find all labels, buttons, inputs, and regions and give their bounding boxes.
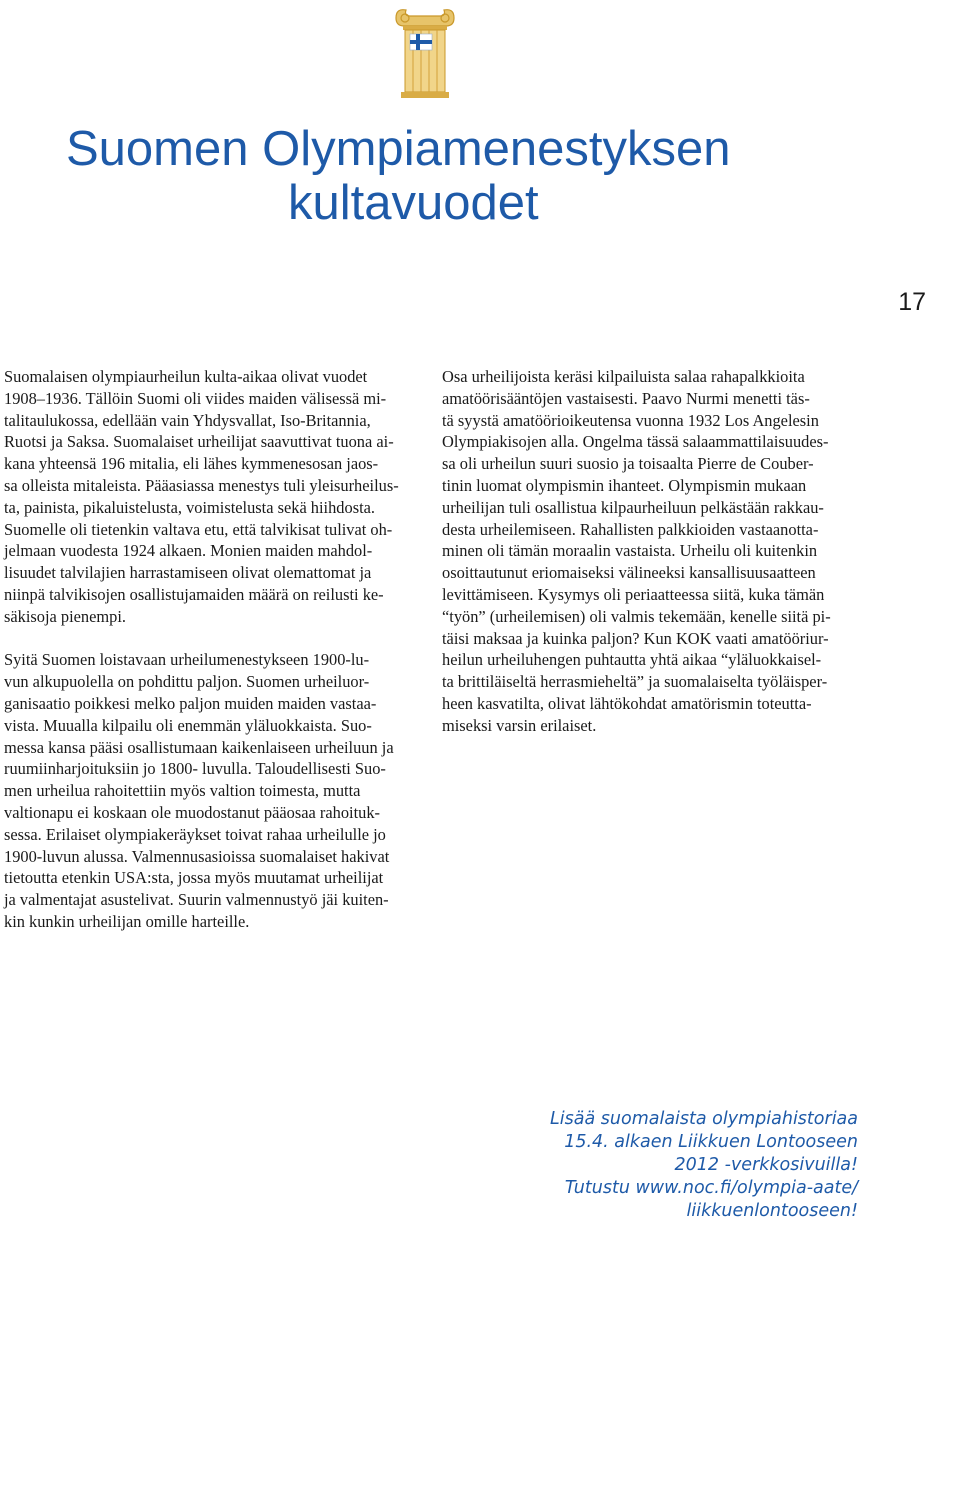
text-line: vista. Muualla kilpailu oli enemmän yläluokkaista. Suo- bbox=[4, 715, 372, 735]
text-line: desta urheilemiseen. Rahallisten palkkioiden vastaanotta- bbox=[442, 519, 819, 539]
page-title bbox=[66, 122, 826, 230]
text-line: kana yhteensä 196 mitalia, eli lähes kymmenesosan jaos- bbox=[4, 454, 379, 474]
text-line: “työn” (urheilemisen) oli valmis tekemään, kenelle siitä pi- bbox=[442, 606, 831, 626]
text-line: sessa. Erilaiset olympiakeräykset toivat rahaa urheilulle jo bbox=[4, 824, 386, 844]
text-line: vun alkupuolella on pohdittu paljon. Suomen urheiluor- bbox=[4, 672, 370, 692]
text-line: messa kansa pääsi osallistumaan kaikenlaiseen urheiluun ja bbox=[4, 737, 394, 757]
text-line: sa oli urheilun suuri suosio ja toisaalta Pierre de Couber- bbox=[442, 454, 814, 474]
paragraph bbox=[4, 649, 416, 932]
title-line-2: kultavuodet bbox=[288, 176, 539, 230]
text-line: Olympiakisojen alla. Ongelma tässä salaammattilaisuudes- bbox=[442, 432, 829, 452]
note-line: 15.4. alkaen Liikkuen Lontooseen bbox=[564, 1132, 858, 1152]
text-line: minen oli tämän moraalin vastaista. Urheilu oli kuitenkin bbox=[442, 541, 818, 561]
text-line: säkisoja pienempi. bbox=[4, 606, 126, 626]
text-line: täisi maksaa ja kuinka paljon? Kun KOK vaati amatööriur- bbox=[442, 628, 829, 648]
text-line: men urheilua rahoitettiin myös valtion toimesta, mutta bbox=[4, 781, 361, 801]
text-line: Osa urheilijoista keräsi kilpailuista salaa rahapalkkioita bbox=[442, 367, 805, 386]
title-line-1: Suomen Olympiamenestyksen bbox=[66, 122, 731, 176]
note-line: Lisää suomalaista olympiahistoriaa bbox=[550, 1109, 858, 1129]
text-line: ta brittiläiseltä herrasmieheltä” ja suomalaiselta työläisper- bbox=[442, 672, 828, 692]
text-line: ruumiinharjoituksiin jo 1800- luvulla. Taloudellisesti Suo- bbox=[4, 759, 386, 779]
paragraph bbox=[4, 366, 416, 628]
text-line: tietoutta etenkin USA:sta, jossa myös muutamat urheilijat bbox=[4, 868, 384, 888]
note-line: Tutustu www.noc.fi/olympia-aate/ bbox=[564, 1178, 858, 1198]
note-line: 2012 -verkkosivuilla! bbox=[674, 1155, 858, 1175]
text-line: tinin luomat olympismin ihanteet. Olympismin mukaan bbox=[442, 475, 807, 495]
right-column bbox=[442, 366, 862, 758]
text-line: Suomalaisen olympiaurheilun kulta-aikaa olivat vuodet bbox=[4, 367, 368, 386]
olympic-academy-logo bbox=[394, 4, 456, 100]
text-line: amatöörisääntöjen vastaisesti. Paavo Nurmi menetti täs- bbox=[442, 388, 810, 408]
text-line: kin kunkin urheilijan omille harteille. bbox=[4, 911, 250, 931]
text-line: sa olleista mitaleista. Pääasiassa menestys tuli yleisurheilus- bbox=[4, 475, 399, 495]
text-line: ta, painista, pikaluistelusta, voimistelusta sekä hiihdosta. bbox=[4, 497, 376, 517]
text-line: Suomelle oli tietenkin valtava etu, että talvikisat tulivat oh- bbox=[4, 519, 393, 539]
text-line: niinpä talvikisojen osallistujamaiden määrä on reilusti ke- bbox=[4, 584, 384, 604]
text-line: 1900-luvun alussa. Valmennusasioissa suomalaiset hakivat bbox=[4, 846, 390, 866]
text-line: ja valmentajat asustelivat. Suurin valmennustyö jäi kuiten- bbox=[4, 890, 389, 910]
text-line: talitaulukossa, edellään vain Yhdysvallat, Iso-Britannia, bbox=[4, 410, 371, 430]
left-column bbox=[4, 366, 416, 955]
page-number: 17 bbox=[898, 288, 926, 316]
promo-note bbox=[550, 1108, 858, 1223]
text-line: heen kasvatilta, olivat lähtökohdat amatörismin toteutta- bbox=[442, 693, 812, 713]
text-line: valtionapu ei koskaan ole muodostanut pääosaa rahoituk- bbox=[4, 802, 380, 822]
paragraph bbox=[442, 366, 862, 737]
text-line: 1908–1936. Tällöin Suomi oli viides maiden välisessä mi- bbox=[4, 388, 387, 408]
text-line: jelmaan vuodesta 1924 alkaen. Monien maiden mahdol- bbox=[4, 541, 373, 561]
text-line: ganisaatio poikkesi melko paljon muiden maiden vastaa- bbox=[4, 693, 377, 713]
text-line: levittämiseen. Kysymys oli periaatteessa siitä, kuka tämän bbox=[442, 584, 825, 604]
text-line: miseksi varsin erilaiset. bbox=[442, 715, 597, 735]
text-line: lisuudet talvilajien harrastamiseen olivat olemattomat ja bbox=[4, 563, 372, 583]
text-line: heilun urheiluhengen puhtautta yhtä aikaa “yläluokkaisel- bbox=[442, 650, 822, 670]
text-line: Syitä Suomen loistavaan urheilumenestykseen 1900-lu- bbox=[4, 650, 370, 670]
text-line: osoittautunut eriomaiseksi välineeksi kansallisuusaatteen bbox=[442, 563, 816, 583]
text-line: tä syystä amatöörioikeutensa vuonna 1932 Los Angelesin bbox=[442, 410, 819, 430]
text-line: urheilijan tuli osallistua kilpaurheiluun pelkästään rakkau- bbox=[442, 497, 824, 517]
text-line: Ruotsi ja Saksa. Suomalaiset urheilijat saavuttivat tuona ai- bbox=[4, 432, 394, 452]
note-line: liikkuenlontooseen! bbox=[686, 1201, 858, 1221]
